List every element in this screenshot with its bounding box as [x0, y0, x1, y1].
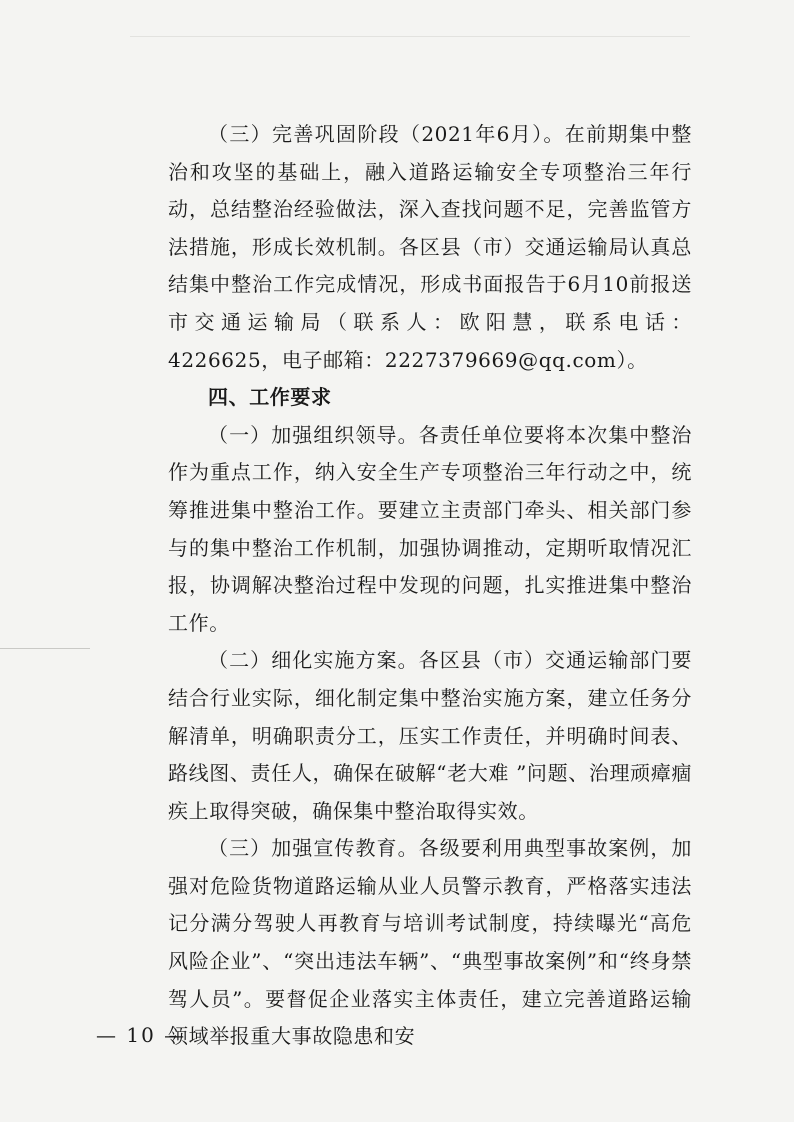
scan-artifact-line-top — [130, 36, 690, 37]
scan-artifact-line — [0, 648, 90, 649]
document-body — [168, 116, 692, 1056]
paragraph-implementation-plan: （二）细化实施方案。各区县（市）交通运输部门要结合行业实际，细化制定集中整治实施方案，建立任务分解清单，明确职责分工，压实工作责任，并明确时间表、路线图、责任人，确保在破解“老大难 ”问题、治理顽瘴痼疾上取得突破，确保集中整治取得实效。 — [168, 648, 692, 823]
page-number: — 10 — — [96, 1023, 187, 1047]
paragraph-organization-leadership: （一）加强组织领导。各责任单位要将本次集中整治作为重点工作，纳入安全生产专项整治三年行动之中，统筹推进集中整治工作。要建立主责部门牵头、相关部门参与的集中整治工作机制，加强协调推动，定期听取情况汇报，协调解决整治过程中发现的问题，扎实推进集中整治工作。 — [168, 422, 692, 635]
section-heading-work-requirements: 四、工作要求 — [208, 385, 332, 410]
paragraph-publicity-education: （三）加强宣传教育。各级要利用典型事故案例，加强对危险货物道路运输从业人员警示教育，严格落实违法记分满分驾驶人再教育与培训考试制度，持续曝光“高危风险企业”、“突出违法车辆”、“典型事故案例”和“终身禁驾人员”。要督促企业落实主体责任，建立完善道路运输领域举报重大事故隐患和安 — [168, 836, 692, 1049]
paragraph-consolidation-phase: （三）完善巩固阶段（2021年6月）。在前期集中整治和攻坚的基础上，融入道路运输安全专项整治三年行动，总结整治经验做法，深入查找问题不足，完善监管方法措施，形成长效机制。各区县（市）交通运输局认真总结集中整治工作完成情况，形成书面报告于6月10前报送市交通运输局（联系人：欧阳慧，联系电话：4226625，电子邮箱：2227379669@qq.com）。 — [168, 122, 692, 372]
